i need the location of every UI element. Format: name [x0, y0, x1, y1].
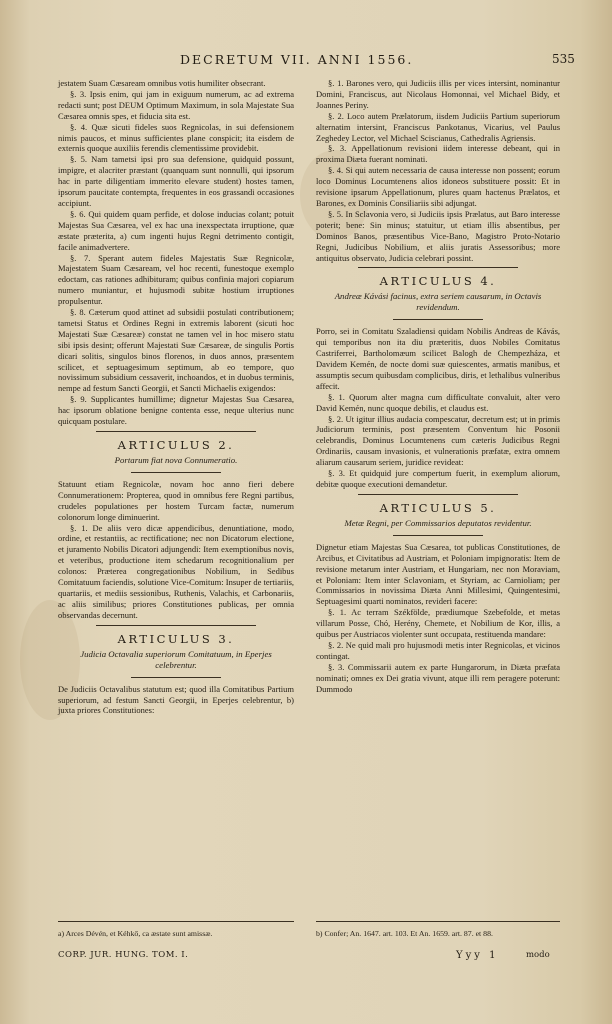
divider [358, 494, 518, 495]
article-2-summary: Portarum fiat nova Connumeratio. [114, 454, 238, 465]
paragraph: §. 7. Sperant autem fideles Majestatis Suæ Regnicolæ, Majestatem Suam Cæsaream, vel hoc recenti, funestoque exemplo edoctam, cas rationes adhibituram; quibus confinia majori copiarum numero muniantur, et hujusmodi subitæ hostium irruptiones propulsentur. [58, 252, 294, 307]
divider [393, 535, 483, 536]
divider [358, 267, 518, 268]
paragraph: §. 2. Ut igitur illius audacia compescatur, decretum est; ut in primis Judiciorum terminis, post præsentem Conventum hic Posonii celebrandis, Dominus Locumtenens cum cæteris Judicibus Regni Ordinariis, causam invasionis, et vulnerationis præfatæ, extra omnem aliarum causarum seriem, juridice revideat: [316, 413, 560, 468]
paragraph: §. 6. Qui quidem quam perfide, et dolose inducias colant; potuit Majestas Sua Cæsarea, vel ex hac una inexspectata irruptione, quæ æstate præterita, a) cum ingenti hujus Regni detrimento contigit, facile animadvertere. [58, 208, 294, 252]
article-3-summary: Judicia Octavalia superiorum Comitatuum, in Eperjes celebrentur. [80, 648, 272, 670]
paragraph: §. 4. Quæ sicuti fideles suos Regnicolas, in sui defensionem nimis paucos, et minus sufficientes plane conspicit; ita eisdem de externis quoque auxiliis ferendis clementissime providebit. [58, 121, 294, 154]
article-3-heading: ARTICULUS 3. [117, 631, 235, 646]
article-4-summary: Andreæ Kávási facinus, extra seriem causarum, in Octavis revidendum. [334, 291, 542, 313]
paragraph: §. 1. De aliis vero dicæ appendicibus, denuntiatione, modo, ordine, et restantiis, ac rectificatione; nec non Dicatorum electione, et juramento Nobilis Dicatori adjungendi: Item exemptionibus novis, et veteribus, productione item schedarum recognitionalium per colonos: Præterea congregationibus Nobilium, in Sedibus Comitatuum faciendis, solutione Vice-Comitum: Insuper de tertiariis, quartariis, et mediis sessionibus, Ruthenis, Valachis, et Carbonariis, ac aliis similibus; priores Constitutiones publicas, per omnia observandas decernunt. [58, 522, 294, 620]
paragraph: jestatem Suam Cæsaream omnibus votis humiliter obsecrant. [58, 78, 266, 88]
paragraph: §. 1. Barones vero, qui Judiciis illis per vices intersint, nominantur Domini, Franciscus, aut Nicolaus Homonnai, vel Michael Bidy, et Joannes Periny. [316, 78, 560, 110]
paragraph: §. 5. Nam tametsi ipsi pro sua defensione, quidquid possunt, impigre, et alacriter præstant (quanquam sunt nonnulli, qui ipsorum hac in parte diligentiam immerito elevare student) hostes tamen, ipsorum paucitate contempta, frequentes in eos grassandi occasiones accipiunt. [58, 154, 294, 208]
divider [393, 319, 483, 320]
paragraph: De Judiciis Octavalibus statutum est; quod illa Comitatibus Partium superiorum, ad festum Sancti Georgii, in Eperjes celebrentur, b) juxta priores Constitutiones: [58, 683, 294, 716]
divider [96, 431, 256, 432]
paragraph: §. 1. Quorum alter magna cum difficultate convaluit, alter vero David Kemén, nunc quoque debilis, et claudus est. [316, 391, 560, 413]
divider [96, 625, 256, 626]
paragraph: §. 3. Et quidquid jure compertum fuerit, in exemplum aliorum, debitæ quoque executioni demandetur. [316, 468, 560, 489]
footnote-rule [316, 921, 560, 922]
paragraph: §. 2. Ne quid mali pro hujusmodi metis inter Regnicolas, et vicinos contingat. [316, 639, 560, 661]
footnote-right: b) Confer; An. 1647. art. 103. Et An. 1659. art. 87. et 88. [316, 929, 493, 938]
signature-mark-left: CORP. JUR. HUNG. TOM. I. [58, 950, 189, 960]
paragraph: §. 3. Ipsis enim, qui jam in exiguum numerum, ac ad extrema redacti sunt; post DEUM Optimum Maximum, in sola Majestate Sua Cæsarea omnis spes, et fiducia sita est. [58, 88, 294, 121]
paragraph: §. 2. Loco autem Prælatorum, iisdem Judiciis Partium superiorum alternatim intersint, Franciscus Pankotanus, Vicarius, vel Paulus Zeghedey Lector, vel Michael Sciscianus, Cathedralis Agriensis. [316, 110, 560, 143]
paragraph: §. 9. Supplicantes humillime; dignetur Majestas Sua Cæsarea, hac ipsorum oblatione benigne contenta esse, neque ulterius nunc quicquam postulare. [58, 394, 294, 427]
paragraph: Statuunt etiam Regnicolæ, novam hoc anno fieri debere Connumerationem: Propterea, quod in omnibus fere Regni partibus, crudeles populationes per hostem Turcam factæ, numerum colonorum longe diminuerint. [58, 478, 294, 522]
article-2-heading: ARTICULUS 2. [117, 438, 235, 452]
article-4-heading: ARTICULUS 4. [379, 274, 497, 289]
paragraph: Dignetur etiam Majestas Sua Cæsarea, tot publicas Constitutiones, de Arcibus, et Civitatibus ad Austriam, et Poloniam impignoratis: Item de revisione metarum inter Austriam, et Hungariam, nec non Moraviam, et Poloniam: Item inter Sclavoniam, et Styriam, ac Carnioliam; per Commissarios in novissima Diæta Anni Millesimi, Quingentesimi, Septuagesimi quarti nominatos, revideri facere: [316, 541, 560, 607]
paragraph: §. 5. In Sclavonia vero, si Judiciis ipsis Prælatus, aut Baro interesse poterit; bene: Sin minus; statuitur, ut etiam illis absentibus, per Dominos Banos, præsentibus Vice-Bano, Magistro Proto-Notario Regni, Judicibus Nobilium, et aliis juratis Assessoribus; more antiquitus observato, Judicia celebrari possint. [316, 208, 560, 263]
paragraph: §. 1. Ac terram Székfölde, prædiumque Szebefolde, et metas villarum Posse, Chó, Herény, Chemete, et Nobilium de Kor, illis, a quibus per Austriacos violenter sunt occupata, restituenda mandare: [316, 607, 560, 640]
article-5-heading: ARTICULUS 5. [379, 500, 497, 515]
page-number: 535 [552, 52, 575, 66]
divider [131, 677, 221, 678]
running-header [0, 50, 612, 72]
header-title: DECRETUM VII. ANNI 1556. [180, 52, 414, 67]
article-5-summary: Metæ Regni, per Commissarios deputatos revidentur. [344, 517, 532, 528]
paragraph: §. 4. Si qui autem necessaria de causa interesse non possent; eorum loco Dominus Locumtenens alios idoneos substituere possit: Et in revisione ipsarum Appellationum, plures quam hactenus Prælatos, et Barones, ex Dominis Consiliariis sibi adjungat. [316, 165, 560, 208]
divider [131, 472, 221, 473]
footnote-left: a) Arces Dévén, et Kéhkő, ca æstate sunt amissæ. [58, 929, 213, 938]
paragraph: §. 8. Cæterum quod attinet ad subsidii postulati contributionem; tametsi Status et Ordines Regni in extremis laborent (sicuti hoc Majestati Suæ Cæsareæ) constat ne tamen vel in hoc misero statu sibi ipsis desint; offerunt Majestati Suæ Cæsareæ, de singulis Portis dicari solitis, singulos binos florenos, in duos annos, præsentem scilicet, et septuagesimum septimum, ab eo tempore, quo novissimum subsidium cessaverit, inchoandos, et in duobus terminis, nempe ad festum Sancti Georgii, et Sancti Michaelis exigendos: [58, 307, 294, 394]
signature-mark-right: Yyy 1 [456, 950, 499, 961]
footnote-rule [58, 921, 294, 922]
left-column [58, 78, 294, 716]
paragraph: Porro, sei in Comitatu Szaladiensi quidam Nobilis Andreas de Kávás, qui temporibus non ita diu præteritis, duos Nobiles Comitatus Castriferrei, Bartholomæum scilicet Balogh de Chempezháza, et Davidem Kemén, de nocte domi suæ quiescentes, armatis manibus, et assumptis secum quibusdam complicibus, diris, et lethalibus vulneribus affecit. [316, 326, 560, 391]
catchword: modo [526, 950, 550, 960]
right-column [316, 78, 560, 695]
paragraph: §. 3. Appellationum revisioni iidem interesse debeant, qui in proxima Diæta fuerant nominati. [316, 143, 560, 165]
paragraph: §. 3. Commissarii autem ex parte Hungarorum, in Diæta præfata nominati; omnes ex Dei gratia vivunt, atque illi rem peragere poterunt: Dummodo [316, 661, 560, 694]
